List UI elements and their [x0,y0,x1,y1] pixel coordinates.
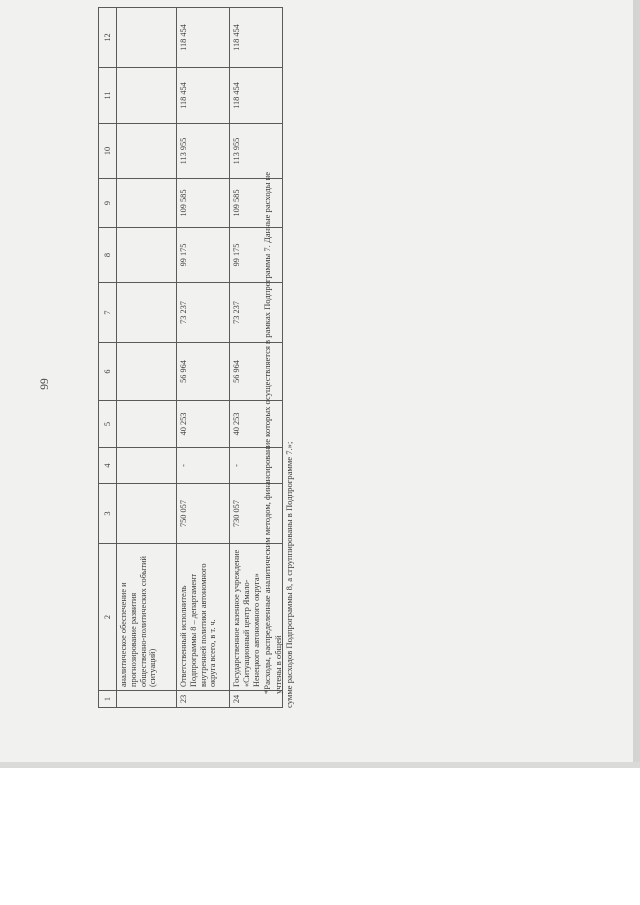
row-number: 23 [177,691,230,708]
header-cell: 7 [99,283,117,343]
cell-c8 [117,228,177,283]
cell-c4 [117,448,177,484]
cell-c4: - [230,448,283,484]
header-cell: 11 [99,68,117,124]
cell-c6: 56 964 [177,343,230,401]
cell-c4: - [177,448,230,484]
cell-c3: 750 057 [177,484,230,544]
budget-table [98,7,283,708]
cell-c11: 118 454 [177,68,230,124]
header-cell: 5 [99,401,117,448]
cell-c12 [117,8,177,68]
cell-c8: 99 175 [177,228,230,283]
row-name: Государственное казенное учреждение «Ситуационный центр Ямало-Ненецкого автономного округа» [230,544,283,691]
cell-c10: 113 955 [230,124,283,179]
cell-c9 [117,179,177,228]
header-cell: 9 [99,179,117,228]
cell-c7 [117,283,177,343]
cell-c6 [117,343,177,401]
header-cell: 4 [99,448,117,484]
row-number: 24 [230,691,283,708]
row-number [117,691,177,708]
cell-c12: 118 454 [177,8,230,68]
cell-c5 [117,401,177,448]
page-number: 99 [39,378,51,390]
footnote-line: *Расходы, распределенные аналитическим методом, финансирование которых осуществляется в рамках Подпрограммы 7. Данные расходы не учтены в общей [262,171,283,694]
table-row [177,8,230,708]
cell-c3 [117,484,177,544]
table-row [117,8,177,708]
scan-edge [633,0,640,768]
cell-c12: 118 454 [230,8,283,68]
cell-c5: 40 253 [230,401,283,448]
cell-c8: 99 175 [230,228,283,283]
cell-c3: 730 057 [230,484,283,544]
cell-c7: 73 237 [230,283,283,343]
scan-edge [0,762,640,768]
header-cell: 1 [99,691,117,708]
footnote [262,148,295,708]
table-header-row [99,8,117,708]
header-cell: 12 [99,8,117,68]
cell-c10 [117,124,177,179]
cell-c5: 40 253 [177,401,230,448]
cell-c9: 109 585 [177,179,230,228]
cell-c10: 113 955 [177,124,230,179]
header-cell: 10 [99,124,117,179]
header-cell: 2 [99,544,117,691]
cell-c11: 118 454 [230,68,283,124]
cell-c11 [117,68,177,124]
footnote-line: сумме расходов Подпрограммы 8, а сгруппированы в Подпрограмме 7.»; [284,441,294,708]
header-cell: 3 [99,484,117,544]
cell-c6: 56 964 [230,343,283,401]
cell-c7: 73 237 [177,283,230,343]
header-cell: 6 [99,343,117,401]
row-name: аналитическое обеспечение и прогнозирование развития общественно-политических событий (ситуаций) [117,544,177,691]
row-name: Ответственный исполнитель Подпрограммы 8 – департамент внутренней политики автономного округа всего, в т. ч. [177,544,230,691]
header-cell: 8 [99,228,117,283]
cell-c9: 109 585 [230,179,283,228]
